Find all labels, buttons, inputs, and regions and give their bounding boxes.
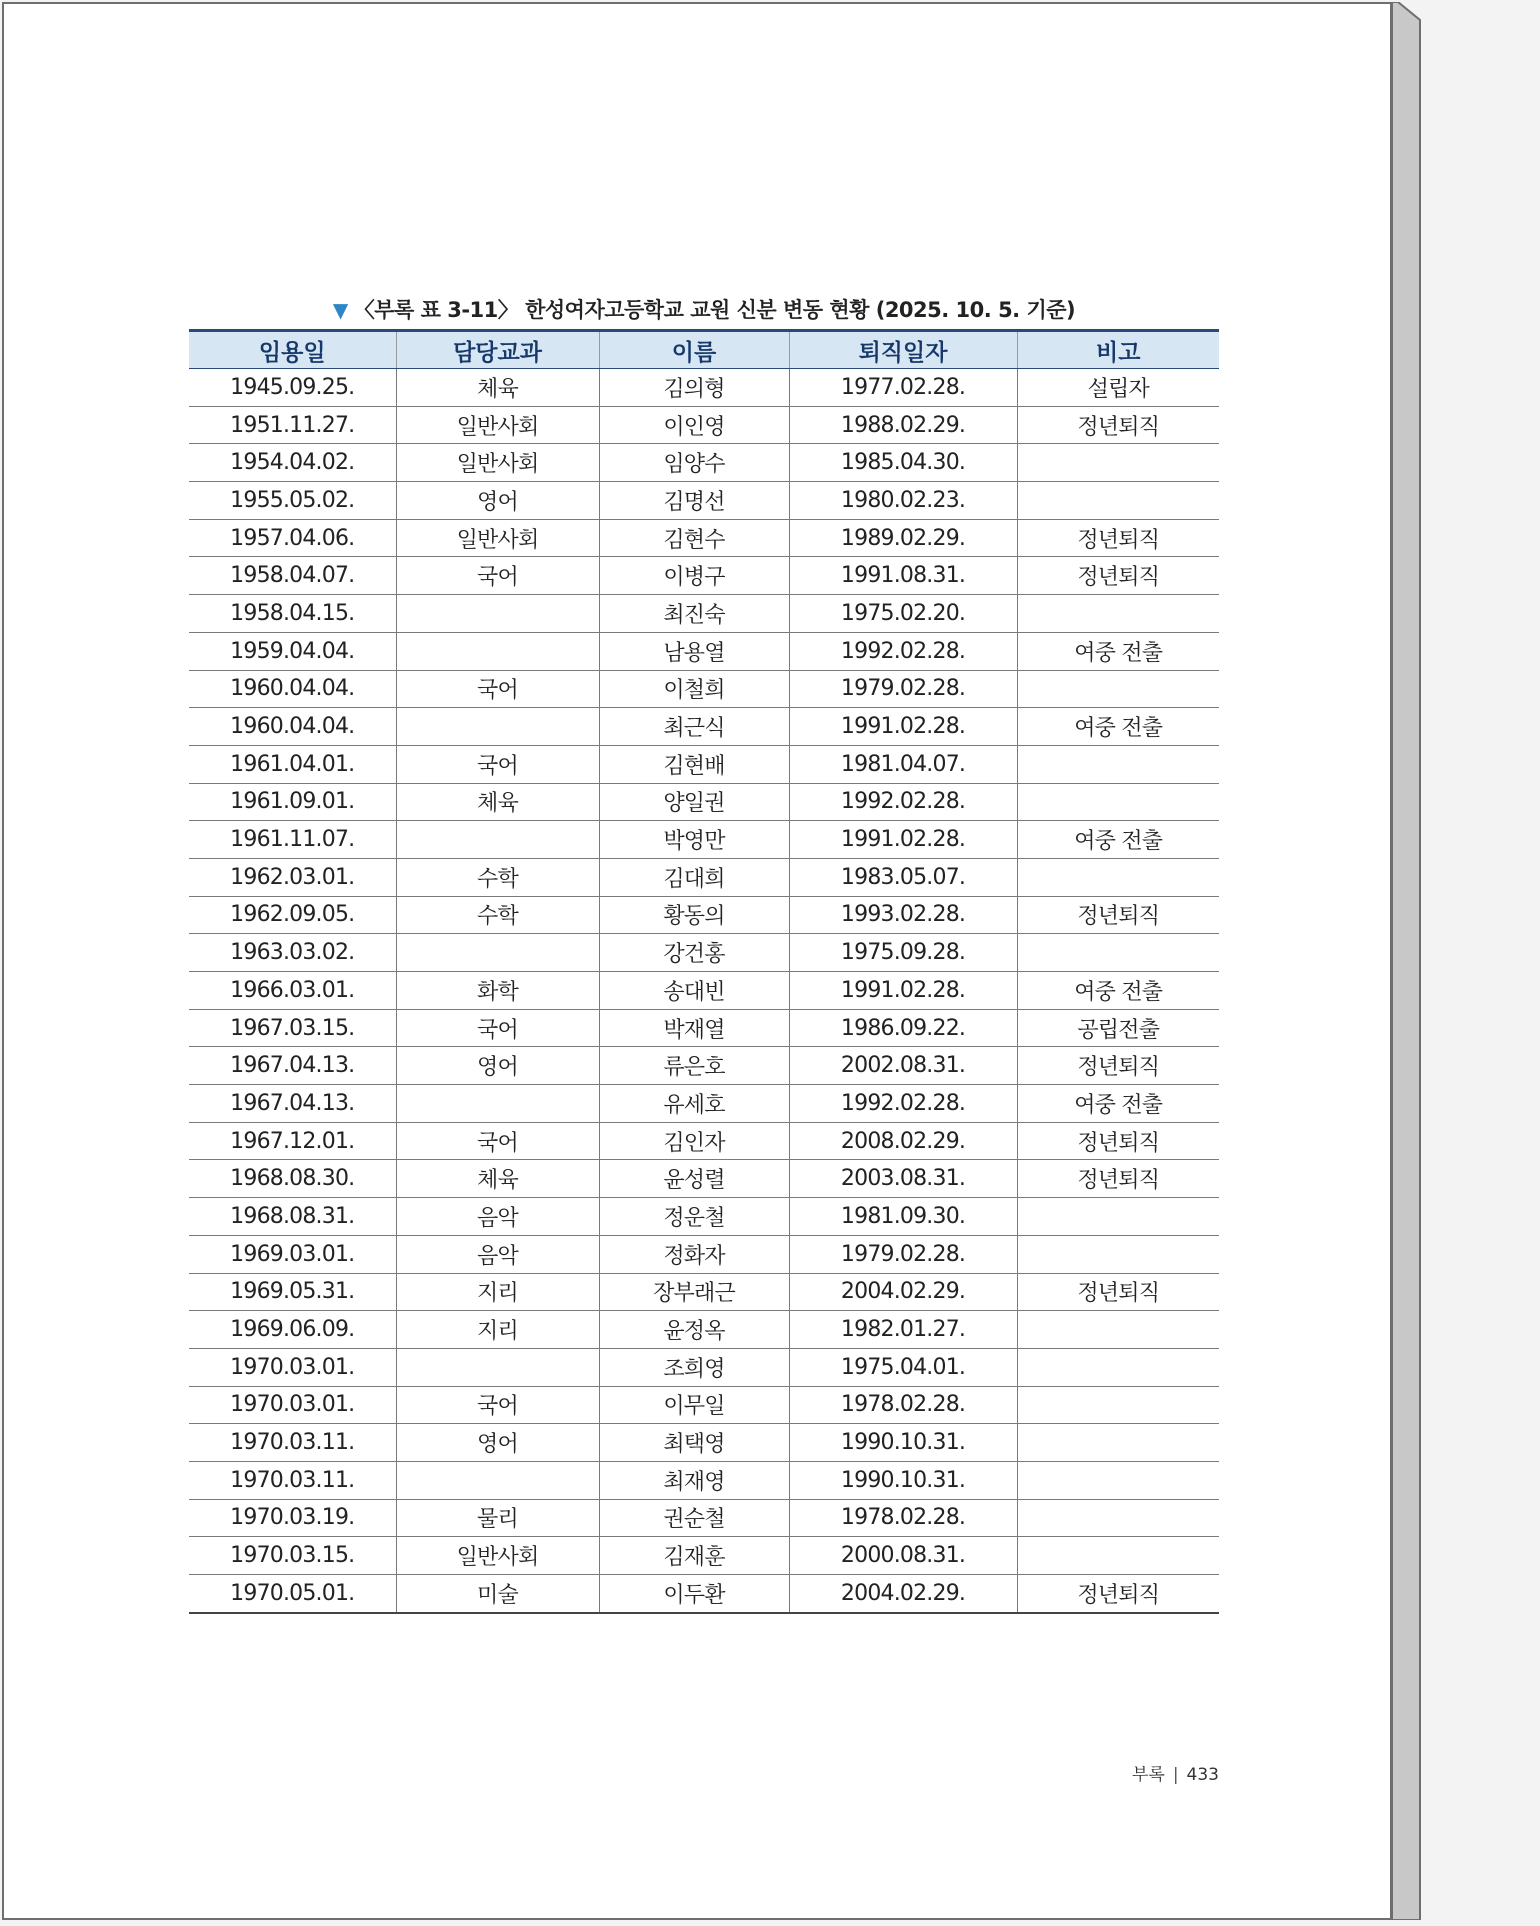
appointment-date-cell: 1960.04.04. [189, 708, 396, 746]
subject-cell [396, 1348, 599, 1386]
remarks-cell: 정년퇴직 [1017, 896, 1219, 934]
subject-cell: 영어 [396, 1047, 599, 1085]
subject-cell: 국어 [396, 745, 599, 783]
appointment-date-cell: 1968.08.30. [189, 1160, 396, 1198]
remarks-cell [1017, 1348, 1219, 1386]
name-cell: 이병구 [599, 557, 789, 595]
name-cell: 남용열 [599, 632, 789, 670]
subject-cell [396, 1461, 599, 1499]
footer-separator: | [1172, 1765, 1179, 1785]
table-row [189, 1198, 1219, 1236]
retirement-date-cell: 1991.08.31. [789, 557, 1017, 595]
name-cell: 송대빈 [599, 972, 789, 1010]
subject-cell: 체육 [396, 369, 599, 407]
subject-cell: 음악 [396, 1198, 599, 1236]
table-body [189, 369, 1219, 1613]
name-cell: 이무일 [599, 1386, 789, 1424]
name-cell: 최근식 [599, 708, 789, 746]
remarks-cell [1017, 1537, 1219, 1575]
table-row [189, 1575, 1219, 1613]
table-row [189, 406, 1219, 444]
subject-cell [396, 934, 599, 972]
name-cell: 윤정옥 [599, 1311, 789, 1349]
name-cell: 김인자 [599, 1122, 789, 1160]
remarks-cell: 정년퇴직 [1017, 1122, 1219, 1160]
caption-triangle-icon: ▼ [332, 298, 348, 322]
header-row [189, 331, 1219, 369]
retirement-date-cell: 1988.02.29. [789, 406, 1017, 444]
table-row [189, 1047, 1219, 1085]
retirement-date-cell: 1985.04.30. [789, 444, 1017, 482]
appointment-date-cell: 1967.03.15. [189, 1009, 396, 1047]
table-row [189, 972, 1219, 1010]
remarks-cell: 정년퇴직 [1017, 557, 1219, 595]
retirement-date-cell: 2004.02.29. [789, 1273, 1017, 1311]
table-row [189, 1235, 1219, 1273]
retirement-date-cell: 1975.09.28. [789, 934, 1017, 972]
remarks-cell: 여중 전출 [1017, 821, 1219, 859]
appointment-date-cell: 1967.12.01. [189, 1122, 396, 1160]
retirement-date-cell: 1975.02.20. [789, 595, 1017, 633]
table-row [189, 1461, 1219, 1499]
retirement-date-cell: 1991.02.28. [789, 708, 1017, 746]
name-cell: 이인영 [599, 406, 789, 444]
remarks-cell [1017, 745, 1219, 783]
table-row [189, 934, 1219, 972]
subject-cell [396, 821, 599, 859]
subject-cell: 국어 [396, 670, 599, 708]
remarks-cell [1017, 1235, 1219, 1273]
appointment-date-cell: 1951.11.27. [189, 406, 396, 444]
retirement-date-cell: 1990.10.31. [789, 1424, 1017, 1462]
table-row [189, 1348, 1219, 1386]
subject-cell: 음악 [396, 1235, 599, 1273]
table-row [189, 1085, 1219, 1123]
name-cell: 황동의 [599, 896, 789, 934]
subject-cell: 일반사회 [396, 1537, 599, 1575]
retirement-date-cell: 1978.02.28. [789, 1386, 1017, 1424]
retirement-date-cell: 1979.02.28. [789, 1235, 1017, 1273]
table-row [189, 1424, 1219, 1462]
subject-cell: 수학 [396, 858, 599, 896]
retirement-date-cell: 1990.10.31. [789, 1461, 1017, 1499]
name-cell: 정운철 [599, 1198, 789, 1236]
table-row [189, 858, 1219, 896]
table-caption [189, 294, 1219, 324]
appointment-date-cell: 1968.08.31. [189, 1198, 396, 1236]
appointment-date-cell: 1955.05.02. [189, 482, 396, 520]
subject-cell: 영어 [396, 482, 599, 520]
staff-table [189, 329, 1219, 1614]
subject-cell: 수학 [396, 896, 599, 934]
table-row [189, 745, 1219, 783]
appointment-date-cell: 1967.04.13. [189, 1047, 396, 1085]
appointment-date-cell: 1969.05.31. [189, 1273, 396, 1311]
table-row [189, 1009, 1219, 1047]
retirement-date-cell: 1981.04.07. [789, 745, 1017, 783]
retirement-date-cell: 1992.02.28. [789, 632, 1017, 670]
remarks-cell [1017, 1198, 1219, 1236]
remarks-cell [1017, 1424, 1219, 1462]
table-row [189, 1122, 1219, 1160]
appointment-date-cell: 1970.05.01. [189, 1575, 396, 1613]
remarks-cell: 여중 전출 [1017, 972, 1219, 1010]
table-row [189, 557, 1219, 595]
name-cell: 윤성렬 [599, 1160, 789, 1198]
retirement-date-cell: 1986.09.22. [789, 1009, 1017, 1047]
retirement-date-cell: 1981.09.30. [789, 1198, 1017, 1236]
name-cell: 김현수 [599, 519, 789, 557]
document-page [2, 2, 1392, 1920]
name-cell: 권순철 [599, 1499, 789, 1537]
retirement-date-cell: 1982.01.27. [789, 1311, 1017, 1349]
subject-cell: 지리 [396, 1273, 599, 1311]
column-header: 퇴직일자 [789, 331, 1017, 369]
remarks-cell [1017, 1386, 1219, 1424]
appointment-date-cell: 1967.04.13. [189, 1085, 396, 1123]
appointment-date-cell: 1958.04.15. [189, 595, 396, 633]
appointment-date-cell: 1966.03.01. [189, 972, 396, 1010]
page-stack-edge [1392, 2, 1422, 1920]
appointment-date-cell: 1957.04.06. [189, 519, 396, 557]
subject-cell: 일반사회 [396, 519, 599, 557]
name-cell: 류은호 [599, 1047, 789, 1085]
remarks-cell [1017, 858, 1219, 896]
remarks-cell: 설립자 [1017, 369, 1219, 407]
retirement-date-cell: 1992.02.28. [789, 783, 1017, 821]
remarks-cell: 정년퇴직 [1017, 1273, 1219, 1311]
remarks-cell: 정년퇴직 [1017, 1160, 1219, 1198]
name-cell: 최택영 [599, 1424, 789, 1462]
remarks-cell: 정년퇴직 [1017, 1047, 1219, 1085]
subject-cell: 일반사회 [396, 406, 599, 444]
table-row [189, 821, 1219, 859]
table-row [189, 482, 1219, 520]
remarks-cell [1017, 934, 1219, 972]
table-row [189, 670, 1219, 708]
remarks-cell: 정년퇴직 [1017, 406, 1219, 444]
remarks-cell: 여중 전출 [1017, 708, 1219, 746]
subject-cell: 국어 [396, 557, 599, 595]
column-header: 비고 [1017, 331, 1219, 369]
page-footer [1104, 1760, 1219, 1785]
page-number: 433 [1186, 1765, 1219, 1785]
subject-cell [396, 595, 599, 633]
name-cell: 김대희 [599, 858, 789, 896]
table-row [189, 1160, 1219, 1198]
subject-cell [396, 632, 599, 670]
name-cell: 장부래근 [599, 1273, 789, 1311]
table-row [189, 1273, 1219, 1311]
appointment-date-cell: 1962.09.05. [189, 896, 396, 934]
name-cell: 김현배 [599, 745, 789, 783]
subject-cell: 미술 [396, 1575, 599, 1613]
name-cell: 강건홍 [599, 934, 789, 972]
subject-cell: 지리 [396, 1311, 599, 1349]
table-row [189, 369, 1219, 407]
table-header [189, 331, 1219, 369]
name-cell: 박영만 [599, 821, 789, 859]
table-row [189, 595, 1219, 633]
appointment-date-cell: 1962.03.01. [189, 858, 396, 896]
subject-cell [396, 1085, 599, 1123]
appointment-date-cell: 1959.04.04. [189, 632, 396, 670]
table-row [189, 519, 1219, 557]
table-row [189, 1499, 1219, 1537]
table-row [189, 1537, 1219, 1575]
remarks-cell: 여중 전출 [1017, 632, 1219, 670]
retirement-date-cell: 2008.02.29. [789, 1122, 1017, 1160]
subject-cell: 국어 [396, 1386, 599, 1424]
table-row [189, 708, 1219, 746]
retirement-date-cell: 1991.02.28. [789, 821, 1017, 859]
column-header: 임용일 [189, 331, 396, 369]
subject-cell: 화학 [396, 972, 599, 1010]
table-row [189, 783, 1219, 821]
appointment-date-cell: 1945.09.25. [189, 369, 396, 407]
name-cell: 김재훈 [599, 1537, 789, 1575]
retirement-date-cell: 2000.08.31. [789, 1537, 1017, 1575]
retirement-date-cell: 1993.02.28. [789, 896, 1017, 934]
name-cell: 최진숙 [599, 595, 789, 633]
table-row [189, 896, 1219, 934]
retirement-date-cell: 1989.02.29. [789, 519, 1017, 557]
appointment-date-cell: 1970.03.01. [189, 1348, 396, 1386]
retirement-date-cell: 1975.04.01. [789, 1348, 1017, 1386]
name-cell: 최재영 [599, 1461, 789, 1499]
remarks-cell: 공립전출 [1017, 1009, 1219, 1047]
name-cell: 김명선 [599, 482, 789, 520]
appointment-date-cell: 1970.03.11. [189, 1461, 396, 1499]
subject-cell [396, 708, 599, 746]
appointment-date-cell: 1970.03.11. [189, 1424, 396, 1462]
appointment-date-cell: 1969.06.09. [189, 1311, 396, 1349]
remarks-cell [1017, 482, 1219, 520]
subject-cell: 국어 [396, 1122, 599, 1160]
subject-cell: 영어 [396, 1424, 599, 1462]
retirement-date-cell: 1991.02.28. [789, 972, 1017, 1010]
subject-cell: 일반사회 [396, 444, 599, 482]
appointment-date-cell: 1970.03.19. [189, 1499, 396, 1537]
appointment-date-cell: 1970.03.15. [189, 1537, 396, 1575]
column-header: 이름 [599, 331, 789, 369]
retirement-date-cell: 1983.05.07. [789, 858, 1017, 896]
remarks-cell [1017, 670, 1219, 708]
appointment-date-cell: 1963.03.02. [189, 934, 396, 972]
subject-cell: 체육 [396, 783, 599, 821]
retirement-date-cell: 2004.02.29. [789, 1575, 1017, 1613]
caption-text: 〈부록 표 3-11〉 한성여자고등학교 교원 신분 변동 현황 (2025. 10. 5. 기준) [353, 298, 1076, 322]
appointment-date-cell: 1970.03.01. [189, 1386, 396, 1424]
appointment-date-cell: 1954.04.02. [189, 444, 396, 482]
page-edge-shape [1392, 2, 1422, 1920]
name-cell: 임양수 [599, 444, 789, 482]
table-row [189, 632, 1219, 670]
retirement-date-cell: 1992.02.28. [789, 1085, 1017, 1123]
remarks-cell: 여중 전출 [1017, 1085, 1219, 1123]
retirement-date-cell: 1977.02.28. [789, 369, 1017, 407]
appointment-date-cell: 1961.04.01. [189, 745, 396, 783]
name-cell: 유세호 [599, 1085, 789, 1123]
appointment-date-cell: 1969.03.01. [189, 1235, 396, 1273]
subject-cell: 물리 [396, 1499, 599, 1537]
retirement-date-cell: 2003.08.31. [789, 1160, 1017, 1198]
appointment-date-cell: 1961.09.01. [189, 783, 396, 821]
name-cell: 정화자 [599, 1235, 789, 1273]
subject-cell: 국어 [396, 1009, 599, 1047]
remarks-cell [1017, 595, 1219, 633]
appointment-date-cell: 1958.04.07. [189, 557, 396, 595]
appointment-date-cell: 1960.04.04. [189, 670, 396, 708]
appointment-date-cell: 1961.11.07. [189, 821, 396, 859]
remarks-cell [1017, 783, 1219, 821]
name-cell: 조희영 [599, 1348, 789, 1386]
name-cell: 박재열 [599, 1009, 789, 1047]
remarks-cell: 정년퇴직 [1017, 519, 1219, 557]
remarks-cell [1017, 444, 1219, 482]
retirement-date-cell: 1979.02.28. [789, 670, 1017, 708]
column-header: 담당교과 [396, 331, 599, 369]
remarks-cell: 정년퇴직 [1017, 1575, 1219, 1613]
remarks-cell [1017, 1499, 1219, 1537]
remarks-cell [1017, 1461, 1219, 1499]
footer-section: 부록 [1131, 1765, 1165, 1785]
table-row [189, 444, 1219, 482]
table-row [189, 1386, 1219, 1424]
table-row [189, 1311, 1219, 1349]
name-cell: 이두환 [599, 1575, 789, 1613]
subject-cell: 체육 [396, 1160, 599, 1198]
remarks-cell [1017, 1311, 1219, 1349]
name-cell: 양일권 [599, 783, 789, 821]
name-cell: 김의형 [599, 369, 789, 407]
retirement-date-cell: 2002.08.31. [789, 1047, 1017, 1085]
retirement-date-cell: 1978.02.28. [789, 1499, 1017, 1537]
name-cell: 이철희 [599, 670, 789, 708]
retirement-date-cell: 1980.02.23. [789, 482, 1017, 520]
